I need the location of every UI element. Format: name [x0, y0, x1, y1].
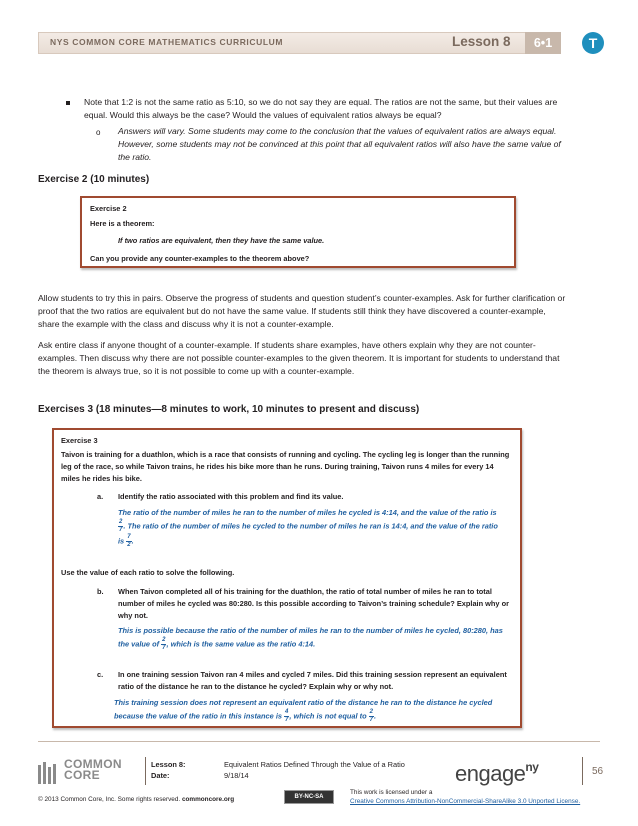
- note-bullet-text: Note that 1:2 is not the same ratio as 5:10, so we do not say they are equal. The ratios are not the same, but their values are equal. Would this always be the case? Would the values of equivalent ratios always be equal?: [84, 97, 558, 121]
- frac-numerator: 7: [127, 534, 131, 540]
- part-c-answer-text-3: , which is not equal to: [289, 711, 367, 721]
- footer-lesson-label: Lesson 8:: [151, 760, 186, 769]
- copyright-site[interactable]: commoncore.org: [181, 796, 235, 803]
- use-value-instruction: Use the value of each ratio to solve the following.: [61, 568, 235, 577]
- license-link[interactable]: Creative Commons Attribution-NonCommercial-ShareAlike 3.0 Unported License.: [350, 798, 581, 805]
- page-number: 56: [592, 766, 604, 777]
- frac-numerator: 2: [369, 709, 373, 715]
- teacher-badge: T: [582, 32, 604, 54]
- part-a-answer-end: .: [131, 536, 134, 546]
- part-b-question: When Taivon completed all of his training for the duathlon, the ratio of total number of miles he ran to total number of miles he cycled was 80:280. Is this possible according to Taivon’s training schedule? Explain why or why not.: [118, 587, 509, 620]
- part-a-question: Identify the ratio associated with this problem and find its value.: [118, 492, 344, 501]
- exercise3-box: [52, 428, 522, 728]
- paragraph-pairs: Allow students to try this in pairs. Observe the progress of students and question student’s counter-examples. Ask for further clarification or proof that the two ratios are equivalent but do not have the same value. If students still think they have discovered a counter-example, share the example with the class and discuss why it is not a counter-example.: [38, 293, 566, 330]
- copyright: [38, 795, 234, 805]
- exercise3-heading: Exercises 3 (18 minutes—8 minutes to work, 10 minutes to present and discuss): [38, 404, 420, 415]
- grade-badge: 6•1: [525, 32, 561, 54]
- exercise2-heading: Exercise 2 (10 minutes): [38, 174, 150, 185]
- footer-date-label: Date:: [151, 771, 170, 780]
- cc-license-badge[interactable]: BY-NC-SA: [284, 790, 334, 804]
- logo-line1: COMMON: [64, 757, 122, 771]
- part-b-answer-text-3: , which is the same value as the ratio 4:14.: [166, 639, 316, 649]
- part-b-label: b.: [97, 587, 104, 596]
- lesson-label: Lesson 8: [452, 34, 511, 49]
- common-core-logo-icon: [38, 762, 60, 784]
- exercise2-box: [80, 196, 516, 268]
- frac-denominator: 7: [369, 717, 373, 723]
- footer-separator: [145, 757, 146, 785]
- part-b-answer: [118, 625, 518, 652]
- part-c-answer: [114, 697, 518, 724]
- part-a-answer: [118, 507, 518, 549]
- paragraph-counter-example: Ask entire class if anyone thought of a counter-example. If students share examples, have others explain why they are not counter-examples. Then discuss why there are not possible counter-examples to the given theorem. It is important for students to understand that the theorem is always true, so it is not possible to come up with a counter-example.: [38, 340, 560, 377]
- part-b-answer-text-1: This is possible because the ratio of the number of miles he ran to the number of miles he cycled, 80:280, has: [118, 626, 503, 635]
- part-c-answer-end: .: [374, 711, 377, 721]
- brand-text: engage: [455, 761, 526, 786]
- part-c-label: c.: [97, 670, 104, 679]
- exercise2-intro: Here is a theorem:: [90, 219, 155, 228]
- part-c-answer-text-2: because the value of the ratio in this instance is: [114, 711, 282, 721]
- common-core-logo-text: [64, 759, 122, 781]
- frac-denominator: 7: [119, 527, 123, 533]
- curriculum-title: NYS COMMON CORE MATHEMATICS CURRICULUM: [50, 37, 284, 47]
- footer-divider: [38, 741, 600, 742]
- part-b-answer-text-2: the value of: [118, 639, 160, 649]
- exercise2-theorem: If two ratios are equivalent, then they have the same value.: [118, 236, 325, 245]
- part-a-answer-text-2: . The ratio of the number of miles he cycled to the number of miles he ran is 14:4, and the value of the ratio: [123, 521, 498, 531]
- copyright-text: © 2013 Common Core, Inc. Some rights reserved.: [38, 796, 181, 803]
- frac-denominator: 7: [285, 717, 289, 723]
- exercise3-box-title: Exercise 3: [61, 436, 98, 445]
- engageny-logo: [455, 760, 538, 787]
- part-a-label: a.: [97, 492, 104, 501]
- frac-denominator: 2: [127, 542, 131, 548]
- logo-line2: CORE: [64, 768, 100, 782]
- frac-numerator: 2: [162, 637, 166, 643]
- part-c-question: In one training session Taivon ran 4 miles and cycled 7 miles. Did this training session represent an equivalent ratio of the distance he ran to the distance he cycled? Explain why or why not.: [118, 670, 507, 691]
- license-notice: [350, 788, 580, 806]
- note-answer-text: Answers will vary. Some students may come to the conclusion that the values of equivalent ratios are always equal. However, some students may not be convinced at this point that all equivalent ratios will also have the same value of the ratio.: [118, 126, 561, 163]
- license-text: This work is licensed under a: [350, 789, 433, 796]
- part-c-answer-text-1: This training session does not represent an equivalent ratio of the distance he ran to the distance he cycled: [114, 698, 493, 707]
- footer-date: 9/18/14: [224, 771, 249, 780]
- exercise3-intro: Taivon is training for a duathlon, which is a race that consists of running and cycling. The cycling leg is longer than the running leg of the race, so while Taivon trains, he rides his bike more than he runs. During training, Taivon runs 4 miles for every 14 miles he rides his bike.: [61, 450, 510, 483]
- brand-sup: ny: [525, 760, 539, 774]
- part-a-answer-text-3: is: [118, 536, 125, 546]
- hollow-bullet-icon: o: [96, 128, 101, 137]
- bullet-square-icon: [66, 101, 70, 105]
- page-separator: [582, 757, 583, 785]
- frac-denominator: 7: [162, 645, 166, 651]
- exercise2-question: Can you provide any counter-examples to the theorem above?: [90, 254, 310, 263]
- frac-numerator: 2: [119, 519, 123, 525]
- footer-lesson-title: Equivalent Ratios Defined Through the Value of a Ratio: [224, 760, 405, 769]
- exercise2-box-title: Exercise 2: [90, 204, 127, 213]
- frac-numerator: 4: [285, 709, 289, 715]
- part-a-answer-text-1: The ratio of the number of miles he ran to the number of miles he cycled is 4:14, and the value of the ratio is: [118, 508, 497, 517]
